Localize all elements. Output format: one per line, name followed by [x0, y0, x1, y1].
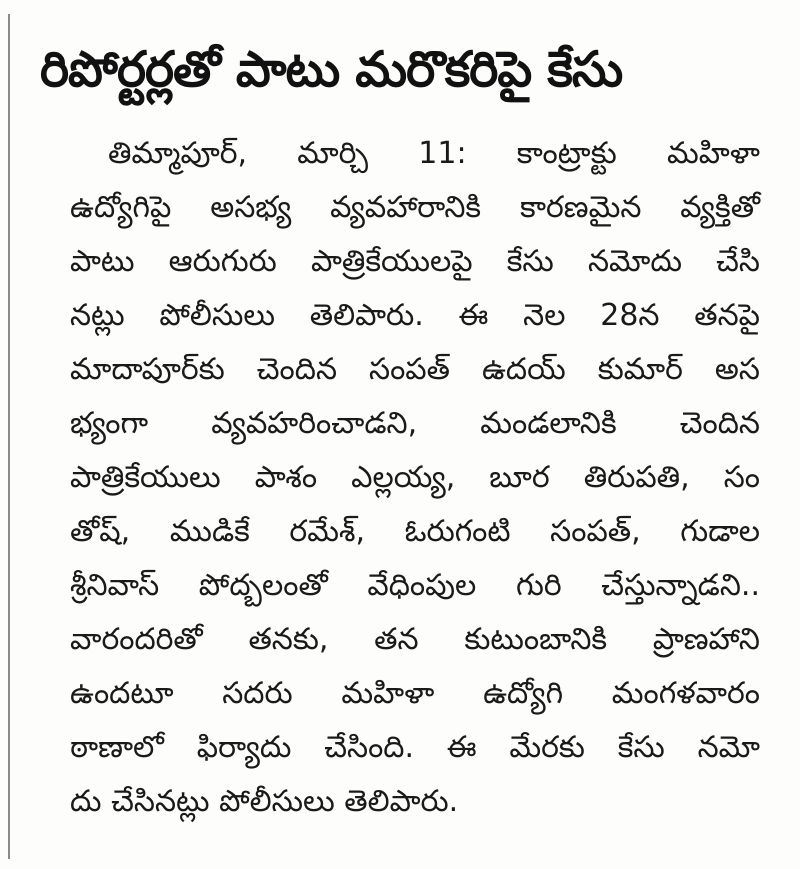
article-line: తిమ్మాపూర్, మార్చి 11: కాంట్రాక్టు మహిళా [108, 136, 760, 171]
article-line: పాత్రికేయులు పాశం ఎల్లయ్య, బూర తిరుపతి, సం [70, 460, 760, 495]
article-line: పాటు ఆరుగురు పాత్రికేయులపై కేసు నమోదు చేసి [70, 244, 760, 279]
article-line: ఉందటూ సదరు మహిళా ఉద్యోగి మంగళవారం [70, 676, 760, 711]
headline: రిపోర్టర్లతో పాటు మరొకరిపై కేసు [40, 41, 623, 98]
article-line: శ్రీనివాస్ పోద్బలంతో వేధింపుల గురి చేస్తున్నాడని.. [70, 568, 760, 603]
article-line: దు చేసినట్లు పోలీసులు తెలిపారు. [70, 784, 459, 819]
article-line: వారందరితో తనకు, తన కుటుంబానికి ప్రాణహాని [70, 622, 760, 657]
column-divider [8, 14, 10, 859]
article-line: తోష్, ముడికే రమేశ్, ఓరుగంటి సంపత్, గుడాల [70, 514, 760, 549]
article-line: భ్యంగా వ్యవహరించాడని, మండలానికి చెందిన [70, 406, 760, 441]
article-body [70, 127, 760, 829]
article-line: ఠాణాలో ఫిర్యాదు చేసింది. ఈ మేరకు కేసు నమో [70, 730, 760, 765]
article-line: నట్లు పోలీసులు తెలిపారు. ఈ నెల 28న తనపై [70, 298, 760, 333]
article-line: మాదాపూర్‌కు చెందిన సంపత్ ఉదయ్ కుమార్ అస [70, 352, 760, 387]
article-line: ఉద్యోగిపై అసభ్య వ్యవహారానికి కారణమైన వ్యక్తితో [70, 190, 760, 225]
